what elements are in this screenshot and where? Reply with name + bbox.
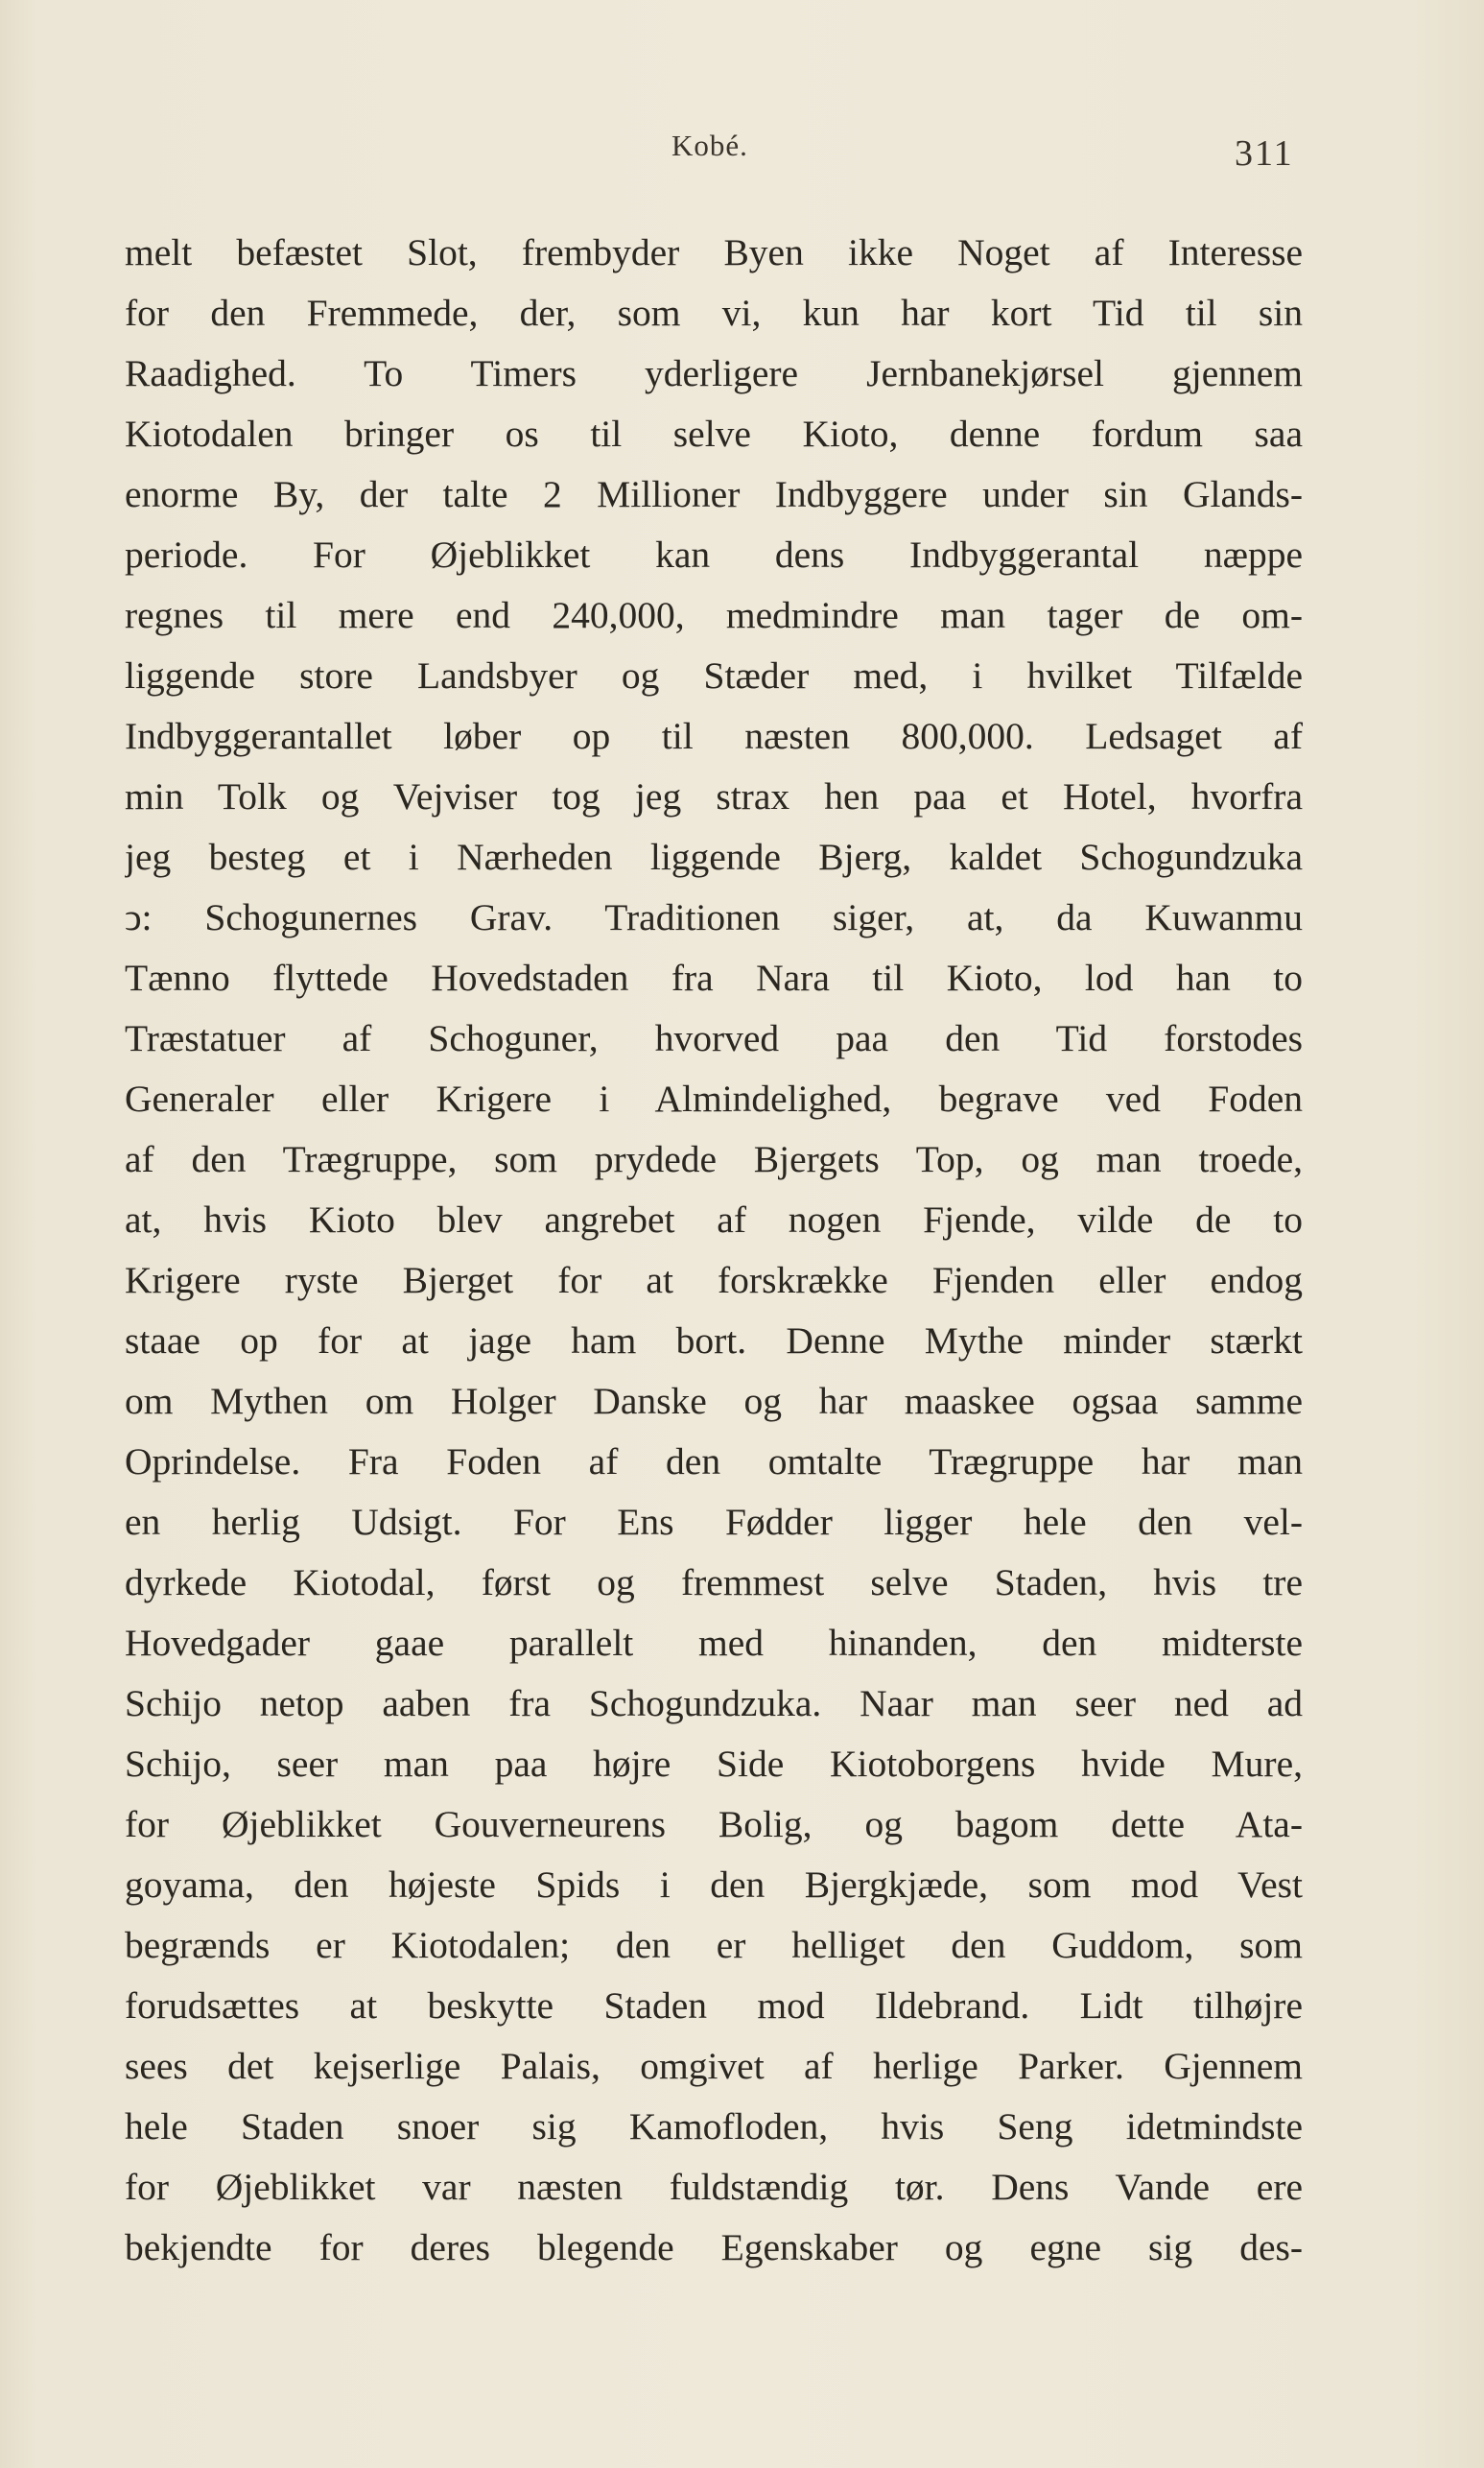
text-line: forudsættes at beskytte Staden mod Ildebrand. Lidt tilhøjre xyxy=(125,1984,1303,2027)
text-line: periode. For Øjeblikket kan dens Indbyggerantal næppe xyxy=(125,534,1303,576)
text-line: min Tolk og Vejviser tog jeg strax hen paa et Hotel, hvorfra xyxy=(125,775,1303,818)
text-line: Indbyggerantallet løber op til næsten 800,000. Ledsaget af xyxy=(125,715,1303,757)
text-line: melt befæstet Slot, frembyder Byen ikke Noget af Interesse xyxy=(125,231,1303,273)
text-line: regnes til mere end 240,000, medmindre man tager de om- xyxy=(125,594,1303,636)
text-line: Generaler eller Krigere i Almindelighed, begrave ved Foden xyxy=(125,1078,1303,1120)
text-line: om Mythen om Holger Danske og har maaskee ogsaa samme xyxy=(125,1380,1303,1422)
text-line: bekjendte for deres blegende Egenskaber og egne sig des- xyxy=(125,2226,1303,2268)
text-line: en herlig Udsigt. For Ens Fødder ligger hele den vel- xyxy=(125,1501,1303,1543)
page-number: 311 xyxy=(1235,133,1294,174)
text-line: enorme By, der talte 2 Millioner Indbyggere under sin Glands- xyxy=(125,473,1303,515)
body-text xyxy=(125,223,1303,2278)
text-line: hele Staden snoer sig Kamofloden, hvis Seng idetmindste xyxy=(125,2105,1303,2148)
text-line: goyama, den højeste Spids i den Bjergkjæde, som mod Vest xyxy=(125,1863,1303,1906)
text-line: for den Fremmede, der, som vi, kun har kort Tid til sin xyxy=(125,292,1303,334)
text-line: begrænds er Kiotodalen; den er helliget den Guddom, som xyxy=(125,1924,1303,1966)
text-line: Tænno flyttede Hovedstaden fra Nara til Kioto, lod han to xyxy=(125,957,1303,999)
text-line: Træstatuer af Schoguner, hvorved paa den Tid forstodes xyxy=(125,1017,1303,1059)
text-line: Kiotodalen bringer os til selve Kioto, denne fordum saa xyxy=(125,413,1303,455)
text-line: for Øjeblikket var næsten fuldstændig tør. Dens Vande ere xyxy=(125,2166,1303,2208)
running-title: Kobé. xyxy=(671,129,748,162)
text-line: Hovedgader gaae parallelt med hinanden, den midterste xyxy=(125,1622,1303,1664)
text-line: Schijo netop aaben fra Schogundzuka. Naar man seer ned ad xyxy=(125,1682,1303,1724)
text-line: ↄ: Schogunernes Grav. Traditionen siger, at, da Kuwanmu xyxy=(125,896,1303,938)
text-line: Oprindelse. Fra Foden af den omtalte Trægruppe har man xyxy=(125,1440,1303,1483)
text-line: dyrkede Kiotodal, først og fremmest selve Staden, hvis tre xyxy=(125,1561,1303,1603)
text-line: sees det kejserlige Palais, omgivet af herlige Parker. Gjennem xyxy=(125,2045,1303,2087)
text-line: Raadighed. To Timers yderligere Jernbanekjørsel gjennem xyxy=(125,352,1303,394)
text-line: at, hvis Kioto blev angrebet af nogen Fjende, vilde de to xyxy=(125,1198,1303,1241)
running-head xyxy=(0,129,1484,174)
text-line: for Øjeblikket Gouverneurens Bolig, og bagom dette Ata- xyxy=(125,1803,1303,1845)
text-line: Krigere ryste Bjerget for at forskrække Fjenden eller endog xyxy=(125,1259,1303,1301)
text-line: jeg besteg et i Nærheden liggende Bjerg, kaldet Schogundzuka xyxy=(125,836,1303,878)
text-line: af den Trægruppe, som prydede Bjergets Top, og man troede, xyxy=(125,1138,1303,1180)
text-line: liggende store Landsbyer og Stæder med, i hvilket Tilfælde xyxy=(125,654,1303,697)
text-line: Schijo, seer man paa højre Side Kiotoborgens hvide Mure, xyxy=(125,1743,1303,1785)
text-line: staae op for at jage ham bort. Denne Mythe minder stærkt xyxy=(125,1319,1303,1362)
